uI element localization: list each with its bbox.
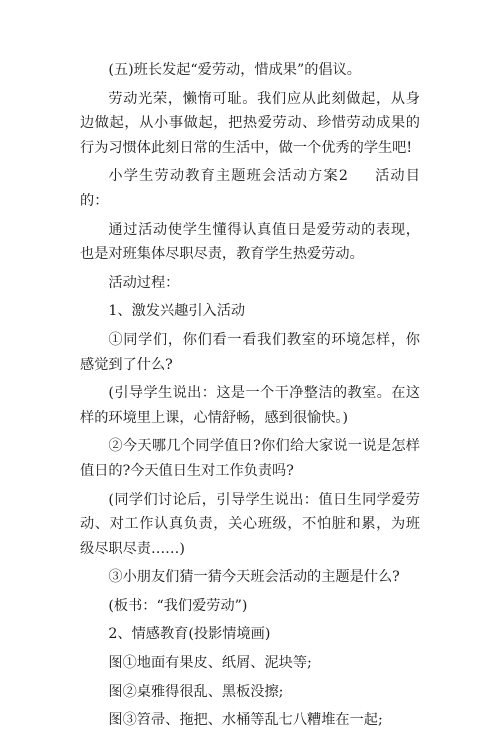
section-title-line <box>80 164 420 213</box>
paragraph-activity-process: 活动过程： <box>108 274 180 291</box>
paragraph-guide-1: (引导学生说出：这是一个干净整洁的教室。在这样的环境里上课，心情舒畅，感到很愉快。) <box>80 385 420 426</box>
paragraph-labor-honor: 劳动光荣，懒惰可耻。我们应从此刻做起，从身边做起，从小事做起，把热爱劳动、珍惜劳动成果的行为习惯体此刻日常的生活中，做一个优秀的学生吧! <box>80 90 420 156</box>
paragraph-question-2: ②今天哪几个同学值日?你们给大家说一说是怎样值日的?今天值日生对工作负责吗? <box>80 438 420 479</box>
paragraph-question-1: ①同学们，你们看一看我们教室的环境怎样，你感觉到了什么? <box>80 331 420 373</box>
paragraph-picture-1: 图①地面有果皮、纸屑、泥块等; <box>108 655 312 672</box>
paragraph-question-3: ③小朋友们猜一猜今天班会活动的主题是什么? <box>108 569 400 586</box>
section-title: 小学生劳动教育主题班会活动方案2 <box>108 168 348 185</box>
paragraph-activity-goal: 通过活动使学生懂得认真值日是爱劳动的表现，也是对班集体尽职尽责，教育学生热爱劳动。 <box>80 221 420 263</box>
activity-goal-label: 活动目的： <box>80 168 420 209</box>
paragraph-step-2: 2、情感教育(投影情境画) <box>108 626 271 643</box>
document-body <box>80 58 420 733</box>
paragraph-step-1: 1、激发兴趣引入活动 <box>108 303 246 320</box>
paragraph-board-note: (板书：“我们爱劳动”) <box>108 597 248 614</box>
paragraph-picture-2: 图②桌雅得很乱、黑板没擦; <box>108 683 284 700</box>
paragraph-guide-2: (同学们讨论后，引导学生说出：值日生同学爱劳动、对工作认真负责，关心班级，不怕脏和累，为班级尽职尽责……) <box>80 491 420 557</box>
paragraph-picture-3: 图③笤帚、拖把、水桶等乱七八糟堆在一起; <box>108 712 383 729</box>
paragraph-proposal: (五)班长发起“爱劳动，惜成果”的倡议。 <box>108 62 361 78</box>
